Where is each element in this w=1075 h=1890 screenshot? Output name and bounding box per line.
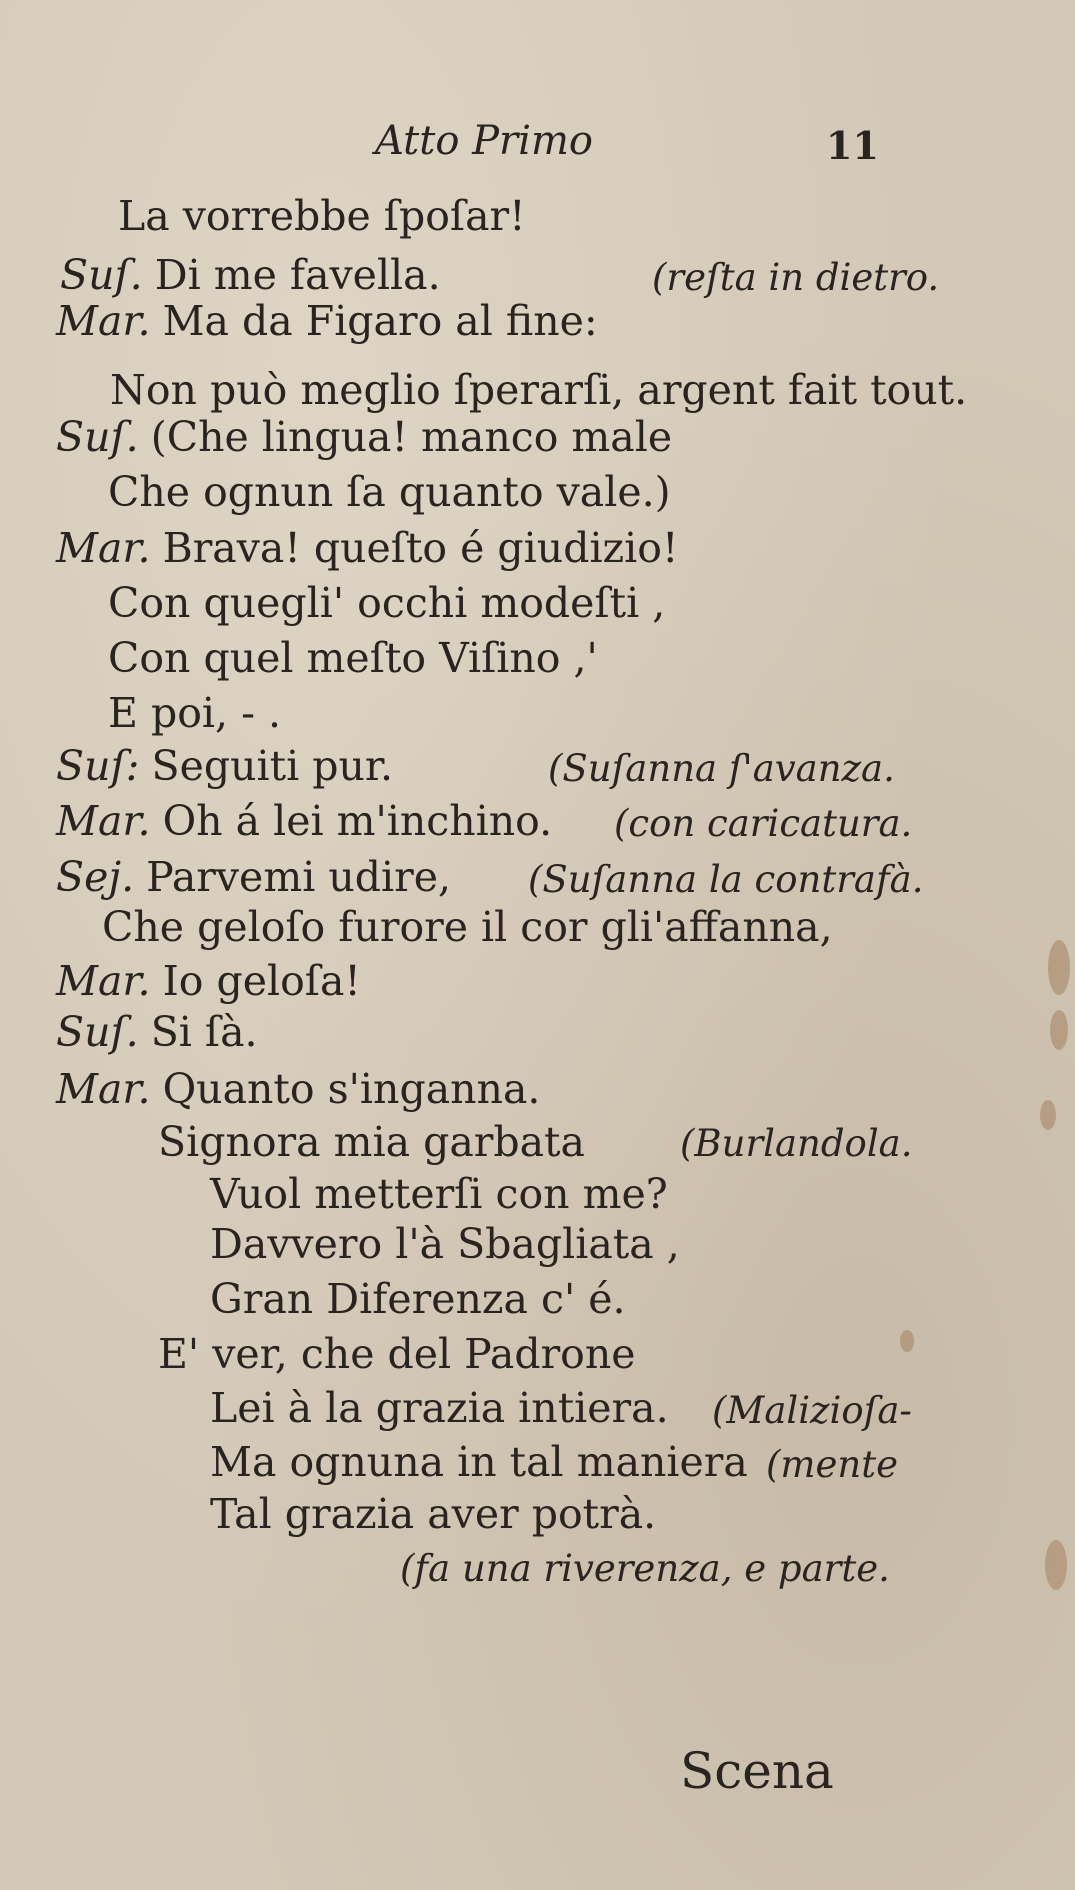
speaker-label: Sej. <box>56 853 135 901</box>
foxing-stain <box>900 1330 914 1352</box>
speaker-label: Suſ: <box>56 742 140 790</box>
verse-line: Mar. Io geloſa! <box>56 957 361 1005</box>
stage-direction: (con caricatura. <box>614 802 913 845</box>
verse-line: Sej. Parvemi udire, <box>56 853 452 901</box>
verse-line: Con quel meſto Viſino ,' <box>108 634 598 682</box>
catchword: Scena <box>680 1742 834 1800</box>
verse-line: Suſ. (Che lingua! manco male <box>56 413 673 461</box>
speaker-label: Mar. <box>56 1065 151 1113</box>
foxing-stain <box>1050 1010 1068 1050</box>
verse-line: Suſ: Seguiti pur. <box>56 742 393 790</box>
speaker-label: Suſ. <box>56 413 139 461</box>
foxing-stain <box>1048 940 1070 995</box>
verse-line: Davvero l'à Sbagliata , <box>210 1220 680 1268</box>
stage-direction: (Burlandola. <box>680 1122 913 1165</box>
stage-direction: (Suſanna la contrafà. <box>528 858 924 901</box>
verse-line: E' ver, che del Padrone <box>158 1330 636 1378</box>
speaker-label: Mar. <box>56 797 151 845</box>
verse-line: Mar. Ma da Figaro al fine: <box>56 297 598 345</box>
foxing-stain <box>1040 1100 1056 1130</box>
verse-line: Mar. Quanto s'inganna. <box>56 1065 541 1113</box>
stage-direction: (reſta in dietro. <box>652 256 940 299</box>
running-header: Atto Primo <box>375 118 593 164</box>
verse-line: E poi, - . <box>108 689 281 737</box>
foxing-stain <box>1045 1540 1067 1590</box>
page-number: 11 <box>826 123 879 168</box>
verse-line: Vuol metterſi con me? <box>210 1170 668 1218</box>
verse-line: La vorrebbe ſpoſar! <box>118 192 526 240</box>
verse-line: Con quegli' occhi modeſti , <box>108 579 666 627</box>
verse-line: Signora mia garbata <box>158 1118 585 1166</box>
stage-direction: (Malizioſa- <box>712 1389 912 1432</box>
stage-direction: (Suſanna ſ'avanza. <box>548 747 895 790</box>
speaker-label: Suſ. <box>60 251 143 299</box>
speaker-label: Suſ. <box>56 1008 139 1056</box>
verse-line: Gran Diferenza c' é. <box>210 1275 626 1323</box>
verse-line: Suſ. Di me favella. <box>60 251 441 299</box>
verse-line: Tal grazia aver potrà. <box>210 1490 657 1538</box>
verse-line: Mar. Brava! queſto é giudizio! <box>56 524 679 572</box>
verse-line: Suſ. Si ſà. <box>56 1008 258 1056</box>
verse-line: Non può meglio ſperarſi, argent fait tout. <box>110 366 968 414</box>
verse-line: Che geloſo furore il cor gli'affanna, <box>102 903 833 951</box>
stage-direction: (mente <box>766 1443 899 1486</box>
speaker-label: Mar. <box>56 524 151 572</box>
verse-line: Ma ognuna in tal maniera <box>210 1438 748 1486</box>
verse-line: Che ognun ſa quanto vale.) <box>108 468 671 516</box>
verse-line: Mar. Oh á lei m'inchino. <box>56 797 553 845</box>
speaker-label: Mar. <box>56 297 151 345</box>
verse-line: Lei à la grazia intiera. <box>210 1384 669 1432</box>
stage-direction: (fa una riverenza, e parte. <box>400 1547 890 1590</box>
speaker-label: Mar. <box>56 957 151 1005</box>
